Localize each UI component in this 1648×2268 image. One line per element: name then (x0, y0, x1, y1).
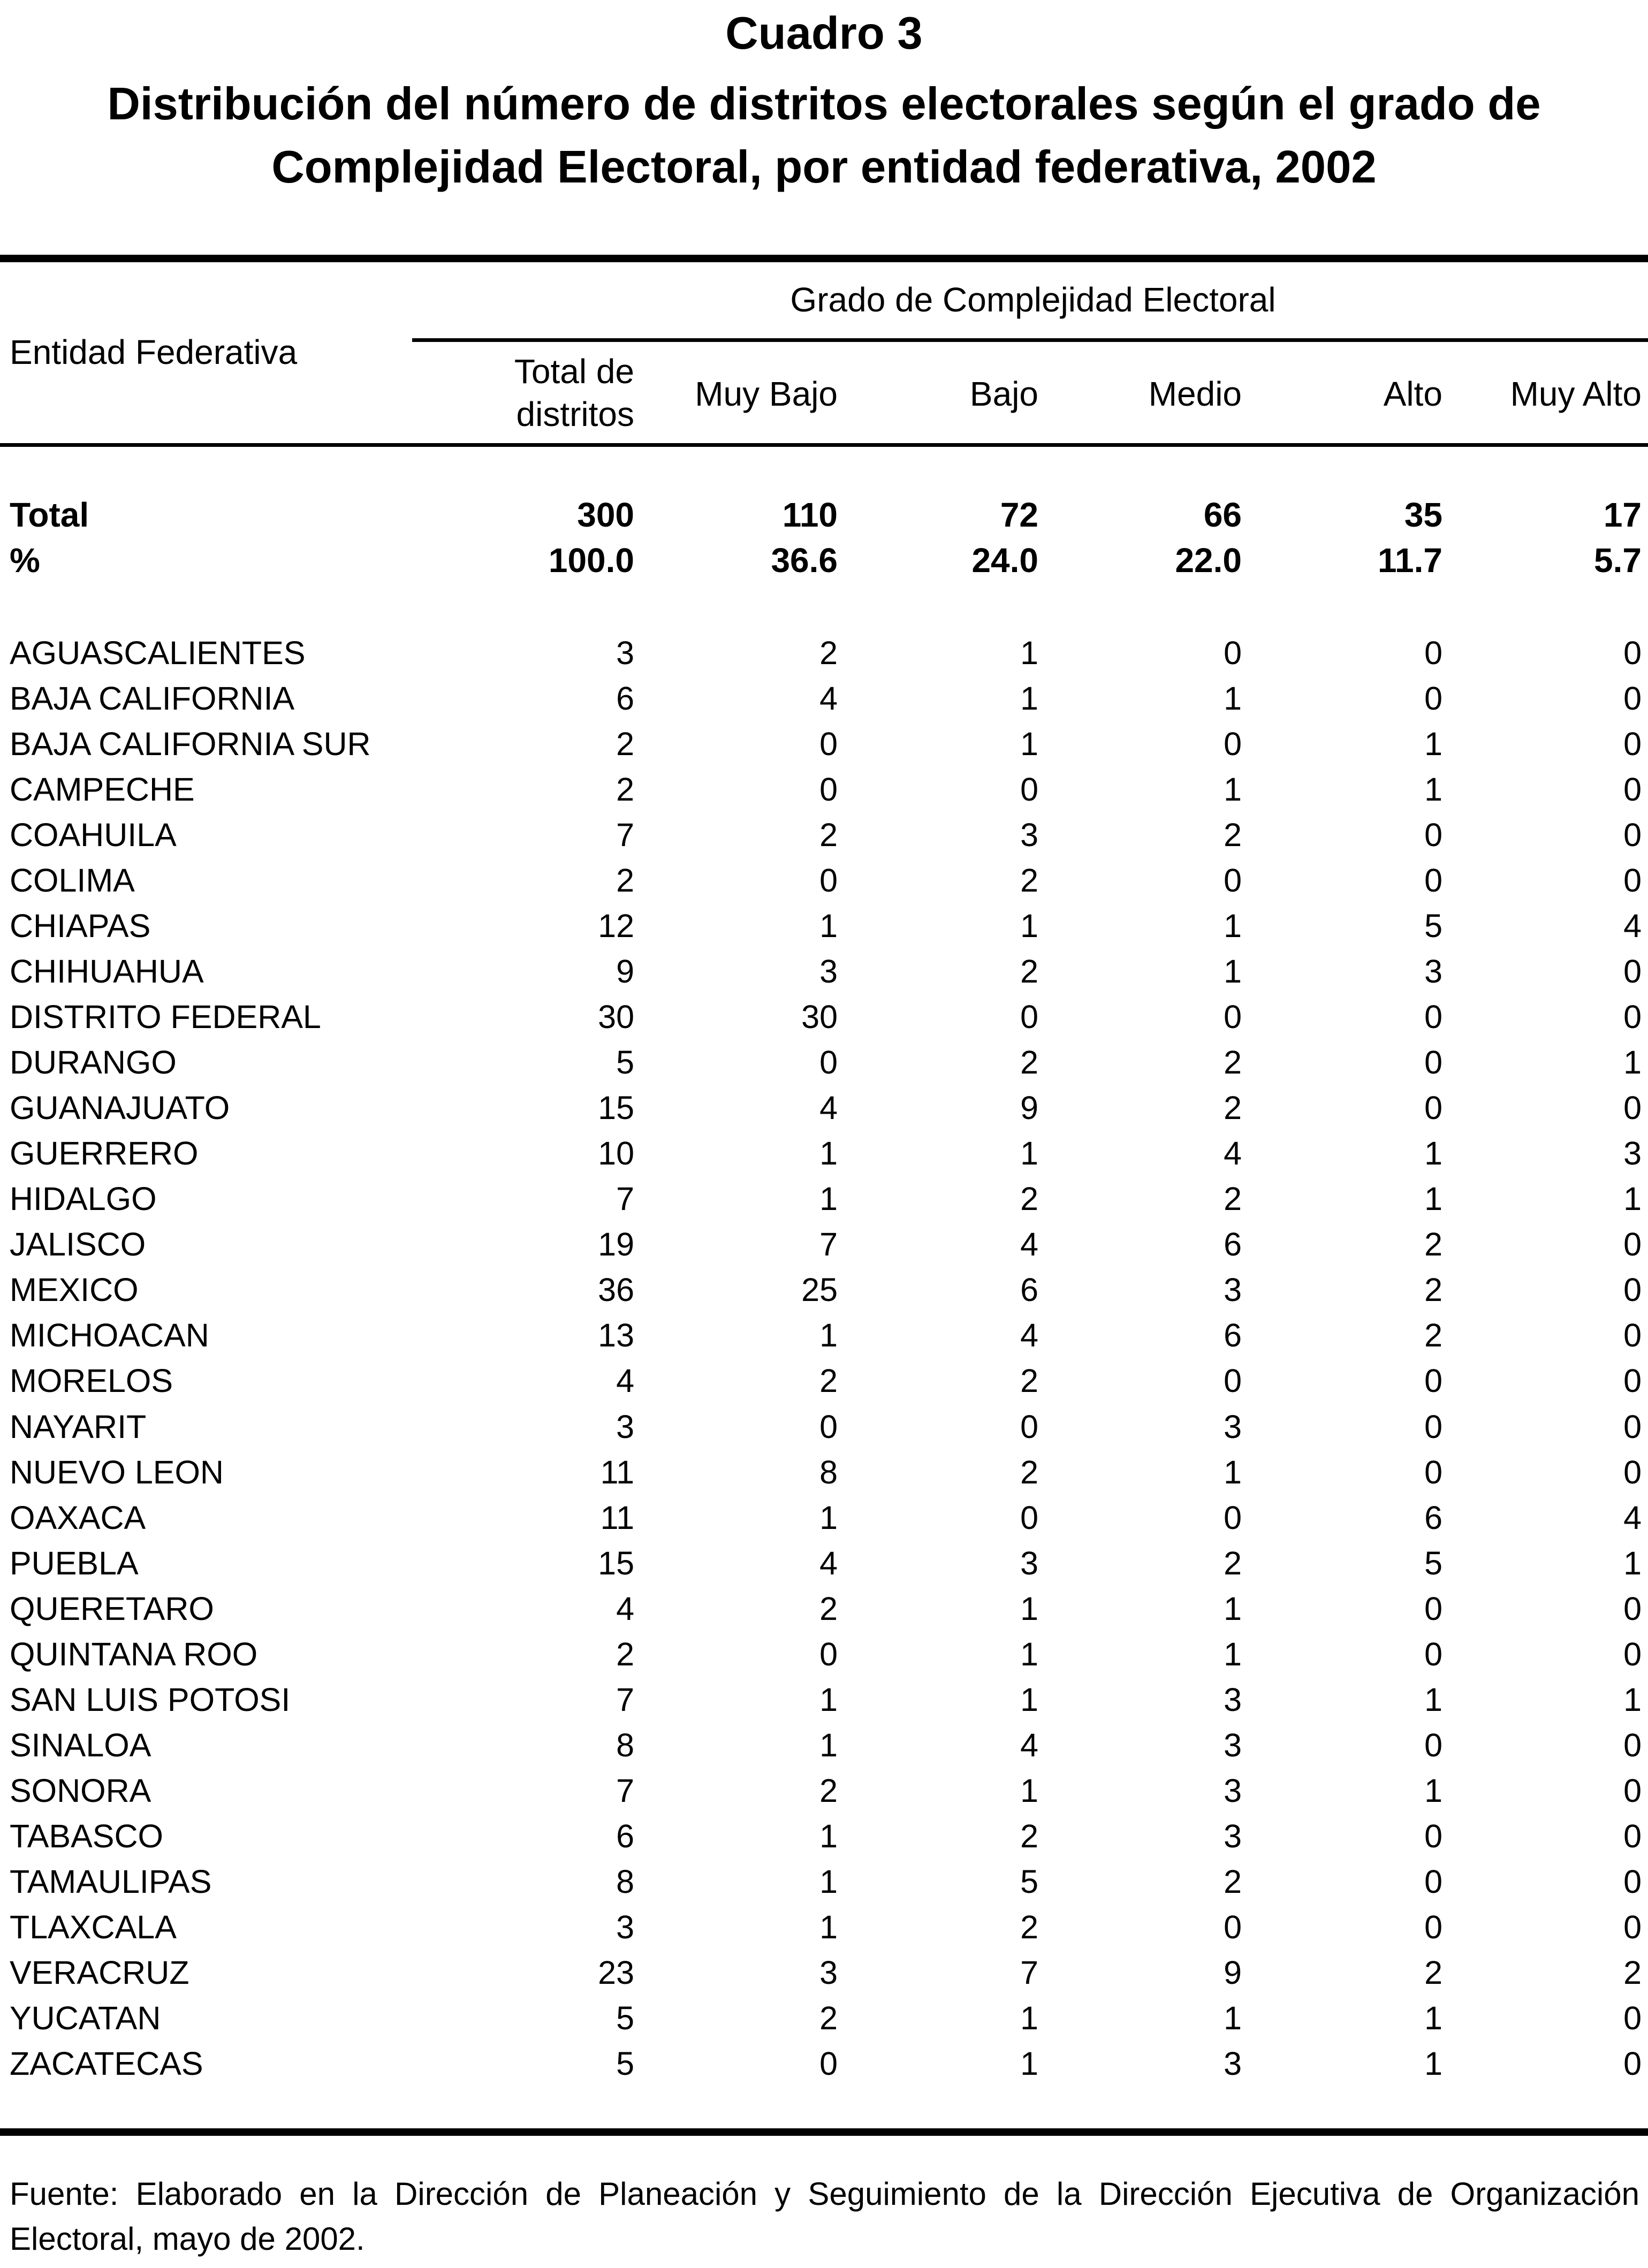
entity-name: TLAXCALA (10, 1909, 177, 1945)
cell-muy-bajo: 4 (819, 1090, 838, 1126)
cell-total: 11 (600, 1454, 634, 1490)
source-note: Fuente: Elaborado en la Dirección de Planeación y Seguimiento de la Dirección Ejecutiva de Organización Electoral, mayo de 2002. (10, 2176, 1639, 2257)
cell-muy-alto: 0 (1623, 953, 1642, 990)
cell-muy-bajo: 1 (819, 1909, 838, 1945)
cell-muy-alto: 0 (1623, 1818, 1642, 1854)
top-rule (0, 255, 1648, 262)
entity-name: GUERRERO (10, 1135, 199, 1171)
cell-total: 15 (598, 1545, 634, 1581)
cell-muy-bajo: 2 (819, 1590, 838, 1627)
entity-name: COAHUILA (10, 817, 177, 853)
cell-total: 11 (600, 1500, 634, 1536)
cell-muy-bajo: 4 (819, 1545, 838, 1581)
table-row (0, 1632, 1648, 1677)
cell-medio: 6 (1224, 1226, 1242, 1262)
cell-muy-bajo: 1 (819, 1818, 838, 1854)
cell-medio: 1 (1224, 953, 1242, 990)
table-row (0, 1450, 1648, 1495)
cell-alto: 0 (1424, 680, 1442, 717)
cell-total: 7 (616, 1181, 634, 1217)
cell-total: 100.0 (548, 541, 634, 580)
cell-medio: 2 (1224, 1044, 1242, 1080)
cell-alto: 6 (1424, 1500, 1442, 1536)
cell-medio: 2 (1224, 817, 1242, 853)
cell-medio: 1 (1224, 908, 1242, 944)
table-row (0, 1040, 1648, 1085)
table-row (0, 1586, 1648, 1632)
cell-bajo: 3 (1020, 817, 1038, 853)
entity-name: OAXACA (10, 1500, 146, 1536)
cell-muy-bajo: 2 (819, 2000, 838, 2036)
cell-medio: 0 (1224, 862, 1242, 899)
col-header-alto: Alto (1383, 375, 1442, 413)
entity-name: MORELOS (10, 1363, 173, 1399)
table-row (0, 721, 1648, 767)
cell-muy-alto: 0 (1623, 1454, 1642, 1490)
cell-alto: 1 (1424, 771, 1442, 808)
table-row (0, 812, 1648, 858)
table-row (0, 1996, 1648, 2041)
cell-total: 4 (616, 1590, 634, 1627)
entity-name: PUEBLA (10, 1545, 139, 1581)
cell-bajo: 1 (1020, 726, 1038, 762)
summary-row (0, 492, 1648, 538)
cell-total: 3 (616, 1909, 634, 1945)
cell-muy-alto: 0 (1623, 771, 1642, 808)
cell-bajo: 1 (1020, 635, 1038, 671)
cell-muy-bajo: 25 (801, 1272, 838, 1308)
cell-muy-bajo: 0 (819, 1636, 838, 1672)
cell-total: 300 (577, 496, 634, 534)
cell-alto: 2 (1424, 1272, 1442, 1308)
entity-name: HIDALGO (10, 1181, 157, 1217)
table-row (0, 1495, 1648, 1541)
cell-alto: 35 (1404, 496, 1442, 534)
cell-alto: 11.7 (1377, 541, 1442, 580)
cell-alto: 1 (1424, 1681, 1442, 1718)
cell-muy-alto: 0 (1623, 999, 1642, 1035)
cell-bajo: 2 (1020, 1818, 1038, 1854)
table-title-line-1: Distribución del número de distritos electorales según el grado de (107, 79, 1541, 130)
header-rule (0, 443, 1648, 447)
cell-total: 8 (616, 1863, 634, 1900)
entity-name: AGUASCALIENTES (10, 635, 306, 671)
cell-muy-alto: 4 (1623, 908, 1642, 944)
table-row (0, 1176, 1648, 1222)
table-row (0, 630, 1648, 676)
cell-total: 23 (598, 1954, 634, 1991)
cell-medio: 0 (1224, 1363, 1242, 1399)
cell-total: 13 (598, 1317, 634, 1353)
cell-alto: 0 (1424, 817, 1442, 853)
cell-bajo: 2 (1020, 1454, 1038, 1490)
cell-total: 7 (616, 817, 634, 853)
cell-total: 7 (616, 1681, 634, 1718)
table-row (0, 949, 1648, 994)
cell-muy-alto: 0 (1623, 2045, 1642, 2082)
col-header-total-2: distritos (516, 395, 634, 433)
cell-alto: 0 (1424, 1818, 1442, 1854)
cell-medio: 3 (1224, 1409, 1242, 1445)
cell-total: 2 (616, 726, 634, 762)
entity-name: MICHOACAN (10, 1317, 209, 1353)
cell-muy-bajo: 4 (819, 680, 838, 717)
table-row (0, 1131, 1648, 1176)
cell-alto: 1 (1424, 2045, 1442, 2082)
cell-alto: 1 (1424, 1772, 1442, 1809)
cell-muy-bajo: 1 (819, 1727, 838, 1763)
header-entidad: Entidad Federativa (10, 333, 298, 371)
cell-medio: 66 (1203, 496, 1242, 534)
cell-medio: 3 (1224, 2045, 1242, 2082)
cell-muy-alto: 0 (1623, 1272, 1642, 1308)
cell-muy-alto: 5.7 (1594, 541, 1642, 580)
cell-muy-alto: 1 (1623, 1681, 1642, 1718)
entity-name: QUINTANA ROO (10, 1636, 258, 1672)
table-row (0, 1358, 1648, 1404)
cell-medio: 0 (1224, 635, 1242, 671)
cell-bajo: 72 (1000, 496, 1038, 534)
cell-muy-alto: 0 (1623, 635, 1642, 671)
cell-bajo: 2 (1020, 1181, 1038, 1217)
cell-medio: 3 (1224, 1772, 1242, 1809)
cell-muy-alto: 1 (1623, 1181, 1642, 1217)
cell-bajo: 2 (1020, 1909, 1038, 1945)
cell-bajo: 9 (1020, 1090, 1038, 1126)
cell-medio: 6 (1224, 1317, 1242, 1353)
cell-muy-bajo: 1 (819, 1135, 838, 1171)
cell-medio: 0 (1224, 726, 1242, 762)
col-header-muy-alto: Muy Alto (1510, 375, 1642, 413)
cell-muy-bajo: 1 (819, 908, 838, 944)
cell-muy-bajo: 1 (819, 1181, 838, 1217)
cell-total: 6 (616, 680, 634, 717)
table-row (0, 903, 1648, 949)
cell-alto: 1 (1424, 726, 1442, 762)
cell-bajo: 1 (1020, 2000, 1038, 2036)
cell-muy-bajo: 0 (819, 2045, 838, 2082)
cell-bajo: 2 (1020, 953, 1038, 990)
cell-medio: 3 (1224, 1681, 1242, 1718)
cell-alto: 2 (1424, 1954, 1442, 1991)
cell-bajo: 0 (1020, 1500, 1038, 1536)
cell-medio: 22.0 (1175, 541, 1242, 580)
cell-alto: 1 (1424, 1181, 1442, 1217)
cell-bajo: 0 (1020, 1409, 1038, 1445)
cell-medio: 2 (1224, 1090, 1242, 1126)
cell-medio: 0 (1224, 1909, 1242, 1945)
cell-total: 7 (616, 1772, 634, 1809)
cell-muy-bajo: 0 (819, 862, 838, 899)
cell-muy-alto: 1 (1623, 1545, 1642, 1581)
cell-muy-alto: 17 (1603, 496, 1642, 534)
cell-total: 5 (616, 1044, 634, 1080)
cell-medio: 1 (1224, 1636, 1242, 1672)
cell-muy-alto: 0 (1623, 1226, 1642, 1262)
entity-name: NAYARIT (10, 1409, 147, 1445)
entity-name: ZACATECAS (10, 2045, 203, 2082)
table-row (0, 1723, 1648, 1768)
entity-name: CHIAPAS (10, 908, 151, 944)
cell-medio: 1 (1224, 1454, 1242, 1490)
cell-alto: 1 (1424, 2000, 1442, 2036)
cell-bajo: 2 (1020, 1363, 1038, 1399)
cell-medio: 1 (1224, 1590, 1242, 1627)
cell-bajo: 2 (1020, 1044, 1038, 1080)
cell-alto: 0 (1424, 999, 1442, 1035)
cell-muy-bajo: 110 (782, 496, 838, 534)
cell-alto: 0 (1424, 1909, 1442, 1945)
entity-name: SAN LUIS POTOSI (10, 1681, 291, 1718)
cuadro-label: Cuadro 3 (725, 8, 923, 59)
table-row (0, 858, 1648, 903)
cell-muy-bajo: 2 (819, 817, 838, 853)
table-row (0, 1541, 1648, 1586)
table-row (0, 1404, 1648, 1450)
cell-muy-bajo: 3 (819, 1954, 838, 1991)
cell-medio: 3 (1224, 1727, 1242, 1763)
cell-muy-bajo: 1 (819, 1317, 838, 1353)
cell-muy-bajo: 8 (819, 1454, 838, 1490)
table-row (0, 1814, 1648, 1859)
col-header-muy-bajo: Muy Bajo (695, 375, 838, 413)
cell-bajo: 5 (1020, 1863, 1038, 1900)
cell-total: 9 (616, 953, 634, 990)
cell-total: 8 (616, 1727, 634, 1763)
cell-alto: 2 (1424, 1317, 1442, 1353)
cell-muy-alto: 0 (1623, 1090, 1642, 1126)
table-row (0, 1313, 1648, 1358)
cell-bajo: 2 (1020, 862, 1038, 899)
cell-alto: 5 (1424, 1545, 1442, 1581)
cell-muy-alto: 0 (1623, 862, 1642, 899)
cell-muy-bajo: 0 (819, 771, 838, 808)
cell-alto: 0 (1424, 1636, 1442, 1672)
cell-alto: 0 (1424, 635, 1442, 671)
cell-medio: 2 (1224, 1545, 1242, 1581)
cell-alto: 0 (1424, 1863, 1442, 1900)
cell-muy-alto: 4 (1623, 1500, 1642, 1536)
cell-bajo: 1 (1020, 680, 1038, 717)
cell-muy-bajo: 2 (819, 1772, 838, 1809)
cell-muy-bajo: 2 (819, 635, 838, 671)
entity-name: BAJA CALIFORNIA SUR (10, 726, 371, 762)
cell-total: 4 (616, 1363, 634, 1399)
table-row (0, 1677, 1648, 1723)
table-row (0, 2041, 1648, 2087)
entity-name: SINALOA (10, 1727, 151, 1763)
cell-alto: 0 (1424, 1590, 1442, 1627)
cell-total: 36 (598, 1272, 634, 1308)
cell-alto: 3 (1424, 953, 1442, 990)
cell-muy-alto: 0 (1623, 1727, 1642, 1763)
entity-name: DISTRITO FEDERAL (10, 999, 321, 1035)
cell-muy-bajo: 30 (801, 999, 838, 1035)
cell-medio: 9 (1224, 1954, 1242, 1991)
cell-bajo: 4 (1020, 1317, 1038, 1353)
cell-bajo: 7 (1020, 1954, 1038, 1991)
cell-total: 2 (616, 771, 634, 808)
cell-muy-alto: 0 (1623, 1409, 1642, 1445)
cell-alto: 0 (1424, 1090, 1442, 1126)
cell-bajo: 1 (1020, 1590, 1038, 1627)
summary-row (0, 538, 1648, 583)
table-row (0, 1222, 1648, 1267)
cell-total: 3 (616, 635, 634, 671)
cell-total: 12 (598, 908, 634, 944)
entity-name: TAMAULIPAS (10, 1863, 212, 1900)
cell-bajo: 0 (1020, 771, 1038, 808)
table-row (0, 1267, 1648, 1313)
cell-muy-alto: 2 (1623, 1954, 1642, 1991)
cell-bajo: 4 (1020, 1727, 1038, 1763)
cell-muy-alto: 0 (1623, 1909, 1642, 1945)
entity-name: % (10, 541, 40, 580)
cell-total: 19 (598, 1226, 634, 1262)
cell-bajo: 3 (1020, 1545, 1038, 1581)
cell-bajo: 1 (1020, 1681, 1038, 1718)
cell-muy-bajo: 36.6 (771, 541, 838, 580)
cell-total: 3 (616, 1409, 634, 1445)
cell-total: 10 (598, 1135, 634, 1171)
entity-name: CHIHUAHUA (10, 953, 204, 990)
entity-name: GUANAJUATO (10, 1090, 230, 1126)
cell-total: 2 (616, 862, 634, 899)
header-grado: Grado de Complejidad Electoral (790, 280, 1276, 319)
cell-muy-bajo: 7 (819, 1226, 838, 1262)
cell-muy-alto: 0 (1623, 680, 1642, 717)
cell-muy-alto: 0 (1623, 1772, 1642, 1809)
cell-bajo: 1 (1020, 908, 1038, 944)
cell-muy-alto: 0 (1623, 1636, 1642, 1672)
cell-bajo: 1 (1020, 1772, 1038, 1809)
entity-name: SONORA (10, 1772, 151, 1809)
cell-medio: 1 (1224, 2000, 1242, 2036)
cell-alto: 0 (1424, 1409, 1442, 1445)
cell-alto: 1 (1424, 1135, 1442, 1171)
cell-bajo: 0 (1020, 999, 1038, 1035)
entity-name: JALISCO (10, 1226, 146, 1262)
cell-alto: 2 (1424, 1226, 1442, 1262)
cell-total: 2 (616, 1636, 634, 1672)
cell-muy-bajo: 1 (819, 1500, 838, 1536)
cell-muy-alto: 0 (1623, 1863, 1642, 1900)
col-header-total-1: Total de (514, 352, 634, 391)
cell-muy-alto: 0 (1623, 2000, 1642, 2036)
table-row (0, 1905, 1648, 1950)
table-row (0, 676, 1648, 721)
table-row (0, 767, 1648, 812)
cell-medio: 0 (1224, 1500, 1242, 1536)
cell-muy-bajo: 0 (819, 1044, 838, 1080)
cell-medio: 4 (1224, 1135, 1242, 1171)
cell-medio: 2 (1224, 1181, 1242, 1217)
cell-bajo: 1 (1020, 2045, 1038, 2082)
cell-muy-alto: 0 (1623, 726, 1642, 762)
col-header-medio: Medio (1148, 375, 1242, 413)
cell-muy-bajo: 0 (819, 726, 838, 762)
cell-medio: 1 (1224, 680, 1242, 717)
cell-bajo: 1 (1020, 1135, 1038, 1171)
entity-name: QUERETARO (10, 1590, 214, 1627)
cell-total: 30 (598, 999, 634, 1035)
entity-name: DURANGO (10, 1044, 177, 1080)
group-rule (412, 338, 1648, 342)
cell-muy-alto: 0 (1623, 1363, 1642, 1399)
col-header-bajo: Bajo (969, 375, 1038, 413)
table-title-line-2: Complejidad Electoral, por entidad federativa, 2002 (271, 142, 1377, 193)
cell-alto: 5 (1424, 908, 1442, 944)
cell-bajo: 4 (1020, 1226, 1038, 1262)
cell-bajo: 24.0 (971, 541, 1038, 580)
entity-name: CAMPECHE (10, 771, 195, 808)
cell-muy-alto: 3 (1623, 1135, 1642, 1171)
cell-total: 15 (598, 1090, 634, 1126)
table-row (0, 1768, 1648, 1814)
cell-muy-alto: 0 (1623, 1317, 1642, 1353)
cell-alto: 0 (1424, 1727, 1442, 1763)
table-row (0, 1950, 1648, 1996)
cell-medio: 3 (1224, 1272, 1242, 1308)
entity-name: Total (10, 496, 89, 534)
cell-medio: 0 (1224, 999, 1242, 1035)
cell-muy-alto: 0 (1623, 817, 1642, 853)
cell-alto: 0 (1424, 1454, 1442, 1490)
cell-medio: 2 (1224, 1863, 1242, 1900)
table-row (0, 1859, 1648, 1905)
cell-total: 6 (616, 1818, 634, 1854)
cell-muy-bajo: 3 (819, 953, 838, 990)
cell-bajo: 6 (1020, 1272, 1038, 1308)
cell-muy-bajo: 0 (819, 1409, 838, 1445)
cell-total: 5 (616, 2000, 634, 2036)
entity-name: BAJA CALIFORNIA (10, 680, 295, 717)
cell-total: 5 (616, 2045, 634, 2082)
cell-muy-bajo: 1 (819, 1863, 838, 1900)
entity-name: MEXICO (10, 1272, 139, 1308)
cell-alto: 0 (1424, 1363, 1442, 1399)
entity-name: VERACRUZ (10, 1954, 189, 1991)
cell-bajo: 1 (1020, 1636, 1038, 1672)
cell-alto: 0 (1424, 1044, 1442, 1080)
cell-muy-alto: 0 (1623, 1590, 1642, 1627)
bottom-rule (0, 2128, 1648, 2136)
entity-name: NUEVO LEON (10, 1454, 224, 1490)
cell-alto: 0 (1424, 862, 1442, 899)
cell-muy-alto: 1 (1623, 1044, 1642, 1080)
entity-name: COLIMA (10, 862, 135, 899)
cell-medio: 3 (1224, 1818, 1242, 1854)
table-row (0, 1085, 1648, 1131)
entity-name: TABASCO (10, 1818, 163, 1854)
cell-medio: 1 (1224, 771, 1242, 808)
cell-muy-bajo: 1 (819, 1681, 838, 1718)
entity-name: YUCATAN (10, 2000, 161, 2036)
table-row (0, 994, 1648, 1040)
cell-muy-bajo: 2 (819, 1363, 838, 1399)
